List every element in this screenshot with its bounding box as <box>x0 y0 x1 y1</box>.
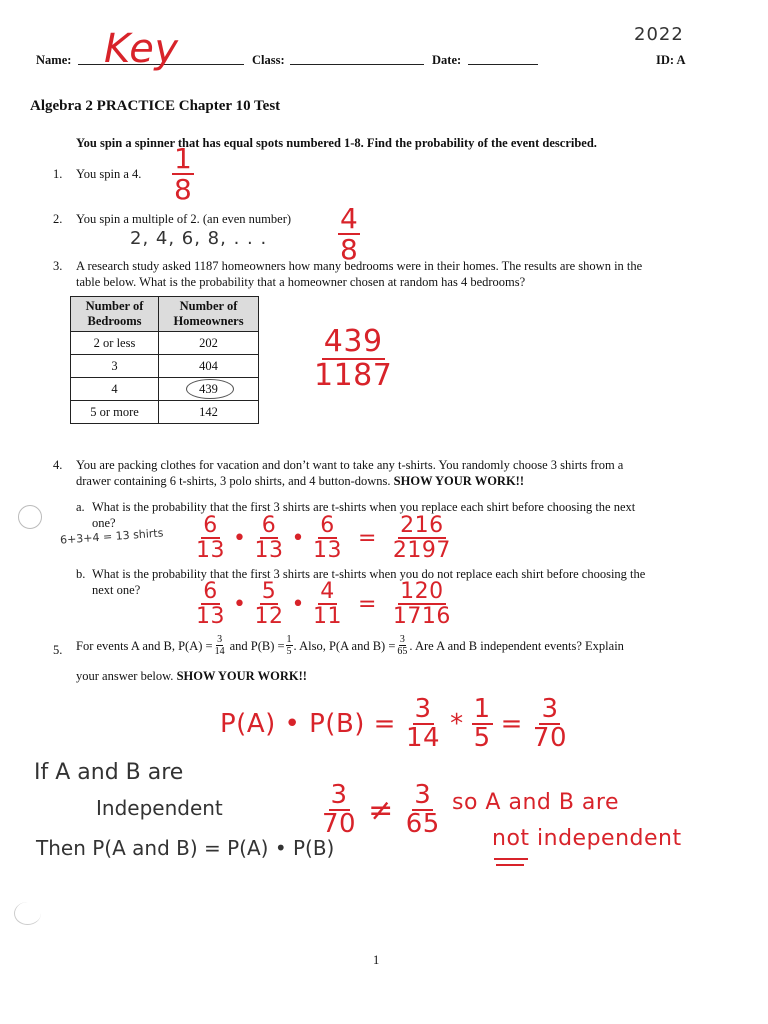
q5-work <box>220 696 569 753</box>
q4b-line2: next one? <box>92 583 141 597</box>
table-cell: 404 <box>159 355 259 378</box>
equals-sign: = <box>357 525 377 551</box>
hole-punch-mark <box>18 505 42 529</box>
q5-cmp-f1-den: 70 <box>322 809 357 840</box>
class-field-line[interactable] <box>290 50 424 65</box>
q4-number: 4. <box>53 458 63 472</box>
underline-mark <box>496 864 524 866</box>
table-row <box>71 401 259 424</box>
not-equal-sign: ≠ <box>368 792 394 828</box>
q5-work-f1-den: 14 <box>405 723 441 754</box>
q5-note-line3: Then P(A and B) = P(A) • P(B) <box>36 836 335 860</box>
q4b-line1: What is the probability that the first 3 shirts are t-shirts when you do not replace each shirt before choosing the <box>92 567 646 581</box>
q2-number: 2. <box>53 212 63 226</box>
q4b-f2-num: 5 <box>261 579 277 604</box>
q5-conclusion-line2: not independent <box>492 826 682 851</box>
equals-sign: = <box>357 591 377 617</box>
table-row <box>71 332 259 355</box>
bedrooms-table <box>70 296 259 424</box>
q4b-f1-num: 6 <box>203 579 218 604</box>
q4a-result-den: 2197 <box>392 538 451 564</box>
year-note: 2022 <box>634 24 684 45</box>
circled-value-mark <box>186 379 234 399</box>
q4a-f3-den: 13 <box>312 538 342 564</box>
dot-operator: • <box>291 591 305 617</box>
q1-answer <box>172 144 194 205</box>
q5-pb-den: 5 <box>286 646 292 657</box>
name-value: Key <box>104 26 179 72</box>
table-cell: 5 or more <box>71 401 159 424</box>
q4a-label: a. <box>76 500 85 514</box>
q4b-f1-den: 13 <box>196 604 225 630</box>
q4a-f1-num: 6 <box>203 513 218 538</box>
q4a-f2-num: 6 <box>261 513 277 538</box>
q5-pab-num: 3 <box>399 634 405 645</box>
q4-line1: You are packing clothes for vacation and don’t want to take any t-shirts. You randomly choose 3 shirts from a <box>76 458 624 472</box>
q5-text-3: . Also, P(A and B) = <box>293 638 396 653</box>
q2-work: 2, 4, 6, 8, . . . <box>130 228 268 249</box>
q5-text-1: For events A and B, P(A) = <box>76 638 213 653</box>
dot-operator: • <box>291 525 305 551</box>
q4b-f3-den: 11 <box>312 604 342 630</box>
id-label: ID: A <box>656 53 686 67</box>
date-field-line[interactable] <box>468 50 538 65</box>
dot-operator: • <box>233 525 247 551</box>
q4a-f3-num: 6 <box>320 513 335 538</box>
q2-text: You spin a multiple of 2. (an even number) <box>76 212 292 226</box>
page-title <box>30 98 280 115</box>
q5-conclusion-line1: so A and B are <box>452 790 620 815</box>
table-cell: 439 <box>159 378 259 401</box>
q4b-f3-num: 4 <box>320 579 335 604</box>
q5-compare <box>320 782 442 839</box>
name-label: Name: <box>36 53 72 67</box>
title-initial: A <box>30 98 41 114</box>
q2-answer <box>338 204 360 265</box>
q4b-result-den: 1716 <box>392 604 451 630</box>
date-label: Date: <box>432 53 462 67</box>
q4a-f2-den: 13 <box>254 538 284 564</box>
q5-note-line1: If A and B are <box>34 760 184 785</box>
times-operator: * <box>450 709 464 740</box>
q3-line2: table below. What is the probability that a homeowner chosen at random has 4 bedrooms? <box>76 275 526 289</box>
q5-work-f2-den: 5 <box>473 723 491 754</box>
q5-cmp-f2-den: 65 <box>405 809 440 840</box>
table-row <box>71 355 259 378</box>
q4a-line2: one? <box>92 516 116 530</box>
class-label: Class: <box>252 53 285 67</box>
table-cell: 202 <box>159 332 259 355</box>
table-header: Number of Bedrooms <box>71 297 159 332</box>
q5-work-res-den: 70 <box>532 723 568 754</box>
table-cell: 2 or less <box>71 332 159 355</box>
q4a-f1-den: 13 <box>196 538 225 564</box>
q4b-label: b. <box>76 567 86 581</box>
table-header: Number of Homeowners <box>159 297 259 332</box>
q5-cmp-f1-num: 3 <box>330 780 348 810</box>
q3-line1: A research study asked 1187 homeowners how many bedrooms were in their homes. The results are shown in the <box>76 259 643 273</box>
hole-punch-mark <box>14 902 41 925</box>
q5-work-lhs: P(A) • P(B) = <box>220 709 396 740</box>
table-cell: 4 <box>71 378 159 401</box>
q1-ans-num: 1 <box>174 142 193 175</box>
equals-sign: = <box>500 709 523 740</box>
underline-mark <box>494 858 528 860</box>
dot-operator: • <box>233 591 247 617</box>
q5-text-2: and P(B) = <box>229 638 285 653</box>
q4a-result-num: 216 <box>400 513 444 538</box>
q4-show-work: SHOW YOUR WORK!! <box>393 474 525 488</box>
page-number: 1 <box>373 953 380 967</box>
q5-line1 <box>76 634 624 657</box>
table-cell: 142 <box>159 401 259 424</box>
q5-text-4: . Are A and B independent events? Explain <box>409 638 624 653</box>
q1-number: 1. <box>53 167 63 181</box>
q4b-answer <box>194 580 453 628</box>
q5-number: 5. <box>53 643 63 657</box>
q1-text: You spin a 4. <box>76 167 142 181</box>
q5-pa-num: 3 <box>217 634 223 645</box>
q4b-f2-den: 12 <box>254 604 284 630</box>
q4a-work-note: 6+3+4 = 13 shirts <box>59 526 164 547</box>
q5-pa-den: 14 <box>214 646 225 657</box>
q2-ans-den: 8 <box>340 233 359 267</box>
title-text: lgebra 2 PRACTICE Chapter 10 Test <box>40 98 281 114</box>
q5-line2-text: your answer below. <box>76 669 174 683</box>
q5-work-f2-num: 1 <box>473 694 491 724</box>
q3-number: 3. <box>53 259 63 273</box>
q5-note-line2: Independent <box>96 796 223 820</box>
q5-pab-den: 65 <box>397 646 408 657</box>
q4-line2 <box>76 473 524 489</box>
q5-pb-num: 1 <box>286 634 292 645</box>
q3-ans-num: 439 <box>323 324 383 359</box>
q5-cmp-f2-num: 3 <box>414 780 432 810</box>
q3-ans-den: 1187 <box>314 357 393 393</box>
q3-answer <box>312 326 394 391</box>
q4a-line1: What is the probability that the first 3 shirts are t-shirts when you replace each shirt before choosing the next <box>92 500 636 514</box>
table-cell: 3 <box>71 355 159 378</box>
q5-show-work: SHOW YOUR WORK!! <box>176 669 307 683</box>
q5-work-res-num: 3 <box>541 694 559 724</box>
q5-work-f1-num: 3 <box>414 694 432 724</box>
q2-ans-num: 4 <box>340 202 359 235</box>
q4a-answer <box>194 514 453 562</box>
instructions: You spin a spinner that has equal spots numbered 1-8. Find the probability of the event described. <box>76 136 597 150</box>
q1-ans-den: 8 <box>174 173 193 207</box>
q4-line2-text: drawer containing 6 t-shirts, 3 polo shirts, and 4 button-downs. <box>76 474 391 488</box>
q5-line2 <box>76 668 307 684</box>
q4b-result-num: 120 <box>400 579 444 604</box>
